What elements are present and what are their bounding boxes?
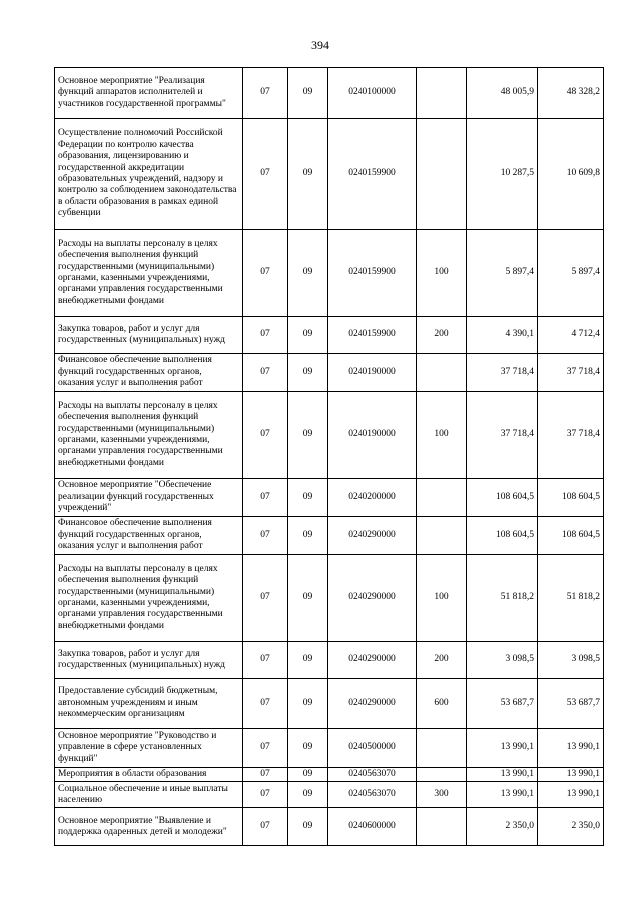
row-subsection: 09 [288,392,328,479]
row-section: 07 [243,555,288,642]
row-name: Финансовое обеспечение выполнения функций государственных органов, оказания услуг и выполнения работ [55,354,243,392]
row-expense-type: 200 [417,642,467,679]
row-target-code: 0240159900 [328,317,417,354]
table-row [55,808,604,846]
table-row [55,479,604,517]
row-expense-type: 300 [417,782,467,808]
row-subsection: 09 [288,679,328,729]
row-subsection: 09 [288,808,328,846]
row-section: 07 [243,68,288,119]
row-name: Осуществление полномочий Российской Федерации по контролю качества образования, лицензированию и государственной аккредитации образовательных учреждений, надзору и контролю за соблюдением законодательства в области образования в рамках единой субвенции [55,119,243,230]
row-amount-2: 108 604,5 [538,517,604,555]
row-amount-1: 13 990,1 [467,782,538,808]
row-section: 07 [243,642,288,679]
row-subsection: 09 [288,555,328,642]
row-target-code: 0240600000 [328,808,417,846]
row-amount-1: 37 718,4 [467,392,538,479]
row-amount-1: 13 990,1 [467,729,538,768]
row-target-code: 0240100000 [328,68,417,119]
row-amount-2: 2 350,0 [538,808,604,846]
row-subsection: 09 [288,317,328,354]
row-expense-type [417,68,467,119]
row-amount-2: 48 328,2 [538,68,604,119]
row-amount-1: 2 350,0 [467,808,538,846]
row-amount-1: 13 990,1 [467,768,538,782]
row-name: Расходы на выплаты персоналу в целях обеспечения выполнения функций государственными (муниципальными) органами, казенными учреждениями, органами управления государственными внебюджетными фондами [55,392,243,479]
row-subsection: 09 [288,68,328,119]
row-target-code: 0240290000 [328,517,417,555]
row-name: Расходы на выплаты персоналу в целях обеспечения выполнения функций государственными (муниципальными) органами, казенными учреждениями, органами управления государственными внебюджетными фондами [55,230,243,317]
row-subsection: 09 [288,354,328,392]
row-target-code: 0240159900 [328,230,417,317]
row-subsection: 09 [288,119,328,230]
row-section: 07 [243,119,288,230]
budget-table [54,67,604,846]
row-target-code: 0240563070 [328,782,417,808]
row-expense-type [417,517,467,555]
table-row [55,317,604,354]
row-amount-1: 108 604,5 [467,479,538,517]
table-row [55,68,604,119]
row-expense-type: 100 [417,230,467,317]
row-subsection: 09 [288,517,328,555]
row-section: 07 [243,782,288,808]
table-row [55,679,604,729]
row-amount-2: 13 990,1 [538,729,604,768]
row-subsection: 09 [288,782,328,808]
row-amount-1: 3 098,5 [467,642,538,679]
row-expense-type [417,479,467,517]
row-name: Закупка товаров, работ и услуг для государственных (муниципальных) нужд [55,642,243,679]
row-section: 07 [243,729,288,768]
row-subsection: 09 [288,230,328,317]
row-amount-2: 4 712,4 [538,317,604,354]
row-name: Мероприятия в области образования [55,768,243,782]
row-amount-2: 37 718,4 [538,354,604,392]
row-amount-1: 10 287,5 [467,119,538,230]
row-expense-type [417,119,467,230]
row-target-code: 0240563070 [328,768,417,782]
row-amount-1: 48 005,9 [467,68,538,119]
row-name: Расходы на выплаты персоналу в целях обеспечения выполнения функций государственными (муниципальными) органами, казенными учреждениями, органами управления государственными внебюджетными фондами [55,555,243,642]
row-name: Основное мероприятие "Обеспечение реализации функций государственных учреждений" [55,479,243,517]
row-section: 07 [243,517,288,555]
row-expense-type: 100 [417,555,467,642]
row-expense-type [417,354,467,392]
row-expense-type: 600 [417,679,467,729]
row-subsection: 09 [288,729,328,768]
row-expense-type [417,808,467,846]
row-section: 07 [243,679,288,729]
row-name: Основное мероприятие "Руководство и управление в сфере установленных функций" [55,729,243,768]
row-target-code: 0240190000 [328,392,417,479]
row-amount-2: 53 687,7 [538,679,604,729]
row-amount-1: 108 604,5 [467,517,538,555]
row-target-code: 0240159900 [328,119,417,230]
table-row [55,642,604,679]
row-amount-2: 108 604,5 [538,479,604,517]
page-number: 394 [311,38,329,52]
row-section: 07 [243,479,288,517]
row-section: 07 [243,392,288,479]
row-section: 07 [243,354,288,392]
row-amount-2: 10 609,8 [538,119,604,230]
row-name: Закупка товаров, работ и услуг для государственных (муниципальных) нужд [55,317,243,354]
row-amount-2: 3 098,5 [538,642,604,679]
row-target-code: 0240500000 [328,729,417,768]
table-row [55,555,604,642]
row-amount-1: 4 390,1 [467,317,538,354]
table-row [55,119,604,230]
row-expense-type: 100 [417,392,467,479]
row-subsection: 09 [288,479,328,517]
row-section: 07 [243,230,288,317]
row-name: Социальное обеспечение и иные выплаты населению [55,782,243,808]
row-expense-type [417,768,467,782]
row-amount-2: 37 718,4 [538,392,604,479]
row-subsection: 09 [288,768,328,782]
row-name: Финансовое обеспечение выполнения функций государственных органов, оказания услуг и выполнения работ [55,517,243,555]
row-expense-type [417,729,467,768]
table-row [55,782,604,808]
row-subsection: 09 [288,642,328,679]
row-target-code: 0240190000 [328,354,417,392]
row-amount-2: 5 897,4 [538,230,604,317]
row-amount-1: 53 687,7 [467,679,538,729]
row-amount-1: 5 897,4 [467,230,538,317]
row-name: Предоставление субсидий бюджетным, автономным учреждениям и иным некоммерческим организациям [55,679,243,729]
row-amount-2: 51 818,2 [538,555,604,642]
row-name: Основное мероприятие "Реализация функций аппаратов исполнителей и участников государственной программы" [55,68,243,119]
table-row [55,768,604,782]
row-target-code: 0240290000 [328,679,417,729]
table-row [55,354,604,392]
row-section: 07 [243,317,288,354]
row-amount-2: 13 990,1 [538,782,604,808]
table-row [55,230,604,317]
row-amount-2: 13 990,1 [538,768,604,782]
row-target-code: 0240290000 [328,555,417,642]
row-name: Основное мероприятие "Выявление и поддержка одаренных детей и молодежи" [55,808,243,846]
row-target-code: 0240290000 [328,642,417,679]
table-row [55,392,604,479]
row-expense-type: 200 [417,317,467,354]
row-target-code: 0240200000 [328,479,417,517]
row-amount-1: 37 718,4 [467,354,538,392]
table-row [55,517,604,555]
row-amount-1: 51 818,2 [467,555,538,642]
row-section: 07 [243,808,288,846]
row-section: 07 [243,768,288,782]
table-row [55,729,604,768]
